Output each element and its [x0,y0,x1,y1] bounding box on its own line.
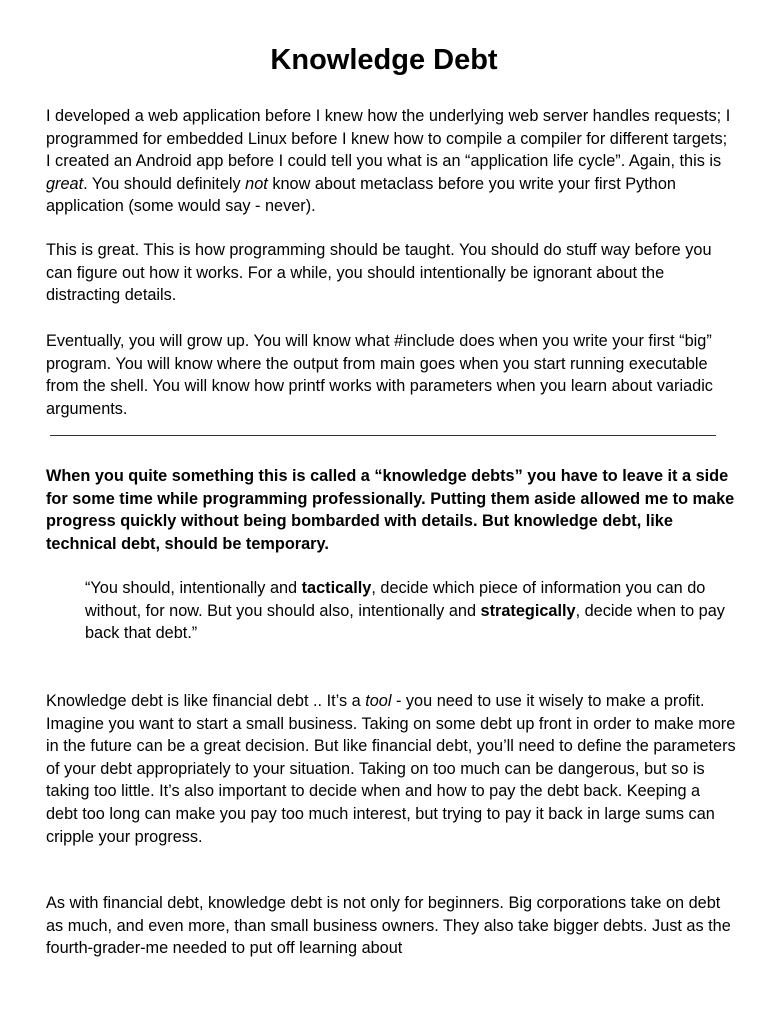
document-title: Knowledge Debt [270,44,498,76]
paragraph-grow-up: Eventually, you will grow up. You will know what #include does when you write your first “big” program. You will know where the output from main goes when you start running executable from the shell. You will know how printf works with parameters when you learn about variadic arguments. [46,332,713,418]
paragraph-intro-text-1: I developed a web application before I knew how the underlying web server handles requests; I programmed for embedded Linux before I knew how to compile a compiler for different targets; I created an Android app before I could tell you what is an “application life cycle”. Again, this is [46,107,731,171]
quote-text-1: “You should, intentionally and [85,579,302,597]
paragraph-intro-emphasis-great: great [46,174,84,193]
paragraph-intro-text-3: know about metaclass before you write your first Python application (some would say - never). [46,174,676,216]
paragraph-financial-debt-text-1: Knowledge debt is like financial debt .. It’s a [46,692,366,710]
paragraph-financial-debt [46,690,736,848]
paragraph-intro [46,105,736,218]
quote-bold-tactically: tactically [301,579,372,597]
horizontal-divider [50,435,716,436]
paragraph-financial-debt-emphasis-tool: tool [365,692,392,710]
paragraph-financial-debt-text-2: - you need to use it wisely to make a profit. Imagine you want to start a small business. Taking on some debt up front in order to make more in the future can be a great decision. But like financial debt, you’ll need to define the parameters of your debt appropriately to your situation. Taking on too much can be dangerous, but so is taking too little. It’s also important to decide when and how to pay the debt back. Keeping a debt too long can make you pay too much interest, but trying to pay it back in large sums can cripple your progress. [46,692,736,846]
block-quote [85,577,735,645]
paragraph-knowledge-debts-bold: When you quite something this is called a “knowledge debts” you have to leave it a side for some time while programming professionally. Putting them aside allowed me to make progress quickly without being bombarded with details. But knowledge debt, like technical debt, should be temporary. [46,467,735,553]
paragraph-not-only-beginners: As with financial debt, knowledge debt is not only for beginners. Big corporations take on debt as much, and even more, than small business owners. They also take bigger debts. Just as the fourth-grader-me needed to put off learning about [46,894,731,958]
paragraph-this-is-great: This is great. This is how programming should be taught. You should do stuff way before you can figure out how it works. For a while, you should intentionally be ignorant about the distracting details. [46,241,712,305]
quote-bold-strategically: strategically [480,601,576,620]
paragraph-intro-text-2: . You should definitely [83,174,246,193]
quote-text-3: , decide when to pay back that debt.” [85,601,725,643]
paragraph-intro-emphasis-not: not [245,174,268,193]
quote-text-2: , decide which piece of information you can do without, for now. But you should also, intentionally and [85,579,706,620]
